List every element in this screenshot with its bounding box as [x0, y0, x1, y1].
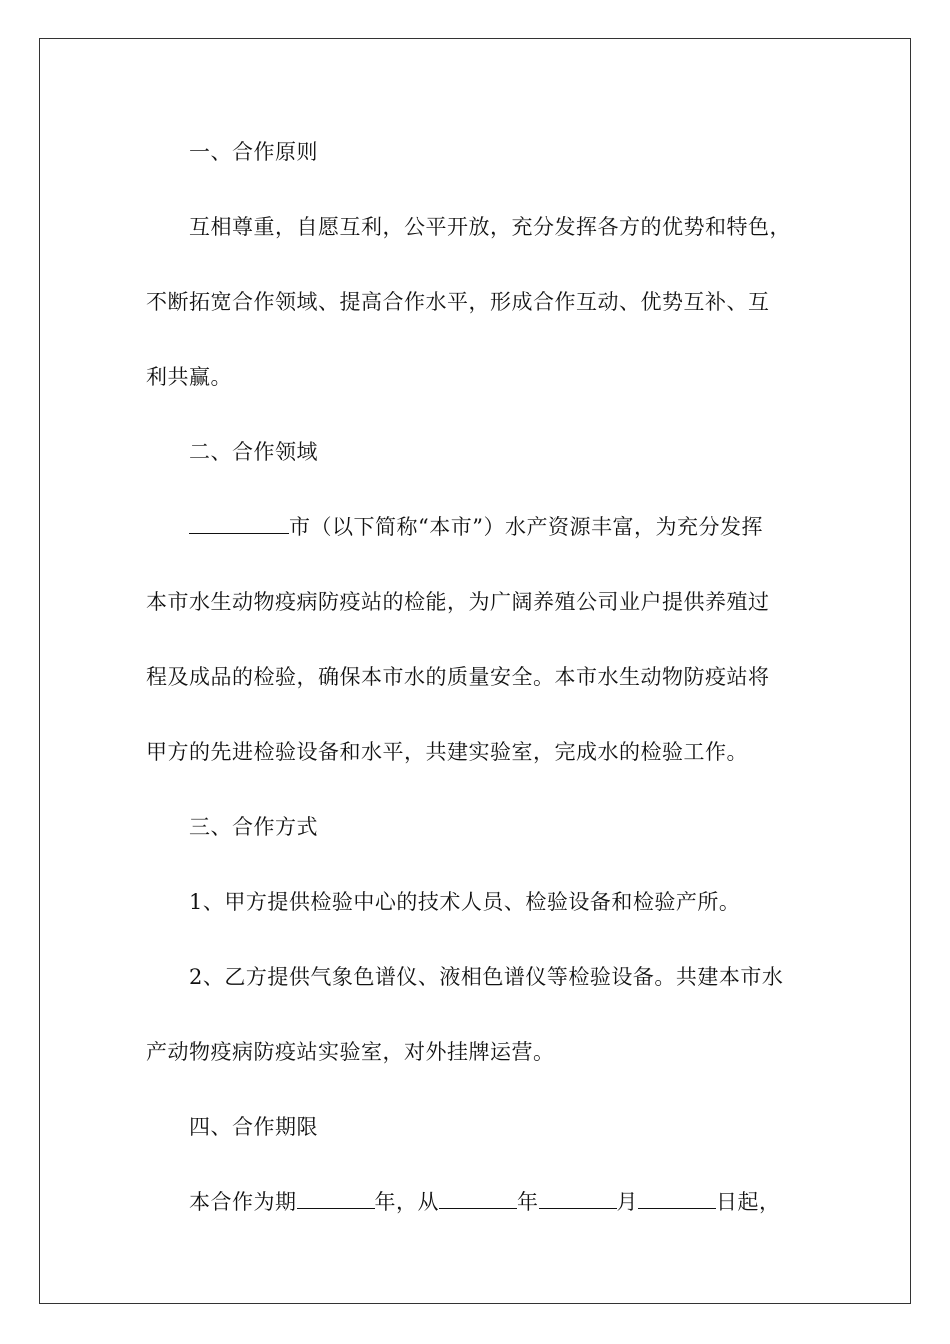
start-month-blank — [539, 1182, 617, 1209]
fields-text-line-1 — [146, 505, 808, 580]
term-year-unit: 年，从 — [374, 1190, 439, 1214]
term-text-line-1 — [146, 1180, 808, 1255]
fields-text-line-2: 本市水生动物疫病防疫站的检能，为广阔养殖公司业户提供养殖过 — [146, 590, 770, 614]
section-heading-principles: 一、合作原则 — [189, 140, 318, 164]
principles-text-line-1: 互相尊重，自愿互利，公平开放，充分发挥各方的优势和特色， — [189, 215, 791, 239]
methods-item-1: 1、甲方提供检验中心的技术人员、检验设备和检验产所。 — [189, 890, 741, 914]
fields-text-line-3: 程及成品的检验，确保本市水的质量安全。本市水生动物防疫站将 — [146, 665, 770, 689]
methods-item-2-line-1: 2、乙方提供气象色谱仪、液相色谱仪等检验设备。共建本市水 — [189, 965, 784, 989]
start-month-label: 月 — [616, 1190, 638, 1214]
term-prefix: 本合作为期 — [189, 1190, 297, 1214]
section-heading-fields: 二、合作领域 — [189, 440, 318, 464]
principles-text-line-2: 不断拓宽合作领域、提高合作水平，形成合作互动、优势互补、互 — [146, 290, 770, 314]
term-years-blank — [297, 1182, 375, 1209]
document-body — [146, 130, 808, 1255]
start-day-label: 日起， — [716, 1190, 781, 1214]
start-day-blank — [638, 1182, 716, 1209]
section-heading-methods: 三、合作方式 — [189, 815, 318, 839]
fields-text-line-4: 甲方的先进检验设备和水平，共建实验室，完成水的检验工作。 — [146, 740, 748, 764]
section-heading-term: 四、合作期限 — [189, 1115, 318, 1139]
start-year-label: 年 — [517, 1190, 539, 1214]
city-name-blank — [189, 507, 289, 534]
methods-item-2-line-2: 产动物疫病防疫站实验室，对外挂牌运营。 — [146, 1040, 555, 1064]
principles-text-line-3: 利共赢。 — [146, 365, 232, 389]
fields-text-line-1-body: 市（以下简称“本市”）水产资源丰富，为充分发挥 — [289, 515, 763, 539]
start-year-blank — [439, 1182, 517, 1209]
